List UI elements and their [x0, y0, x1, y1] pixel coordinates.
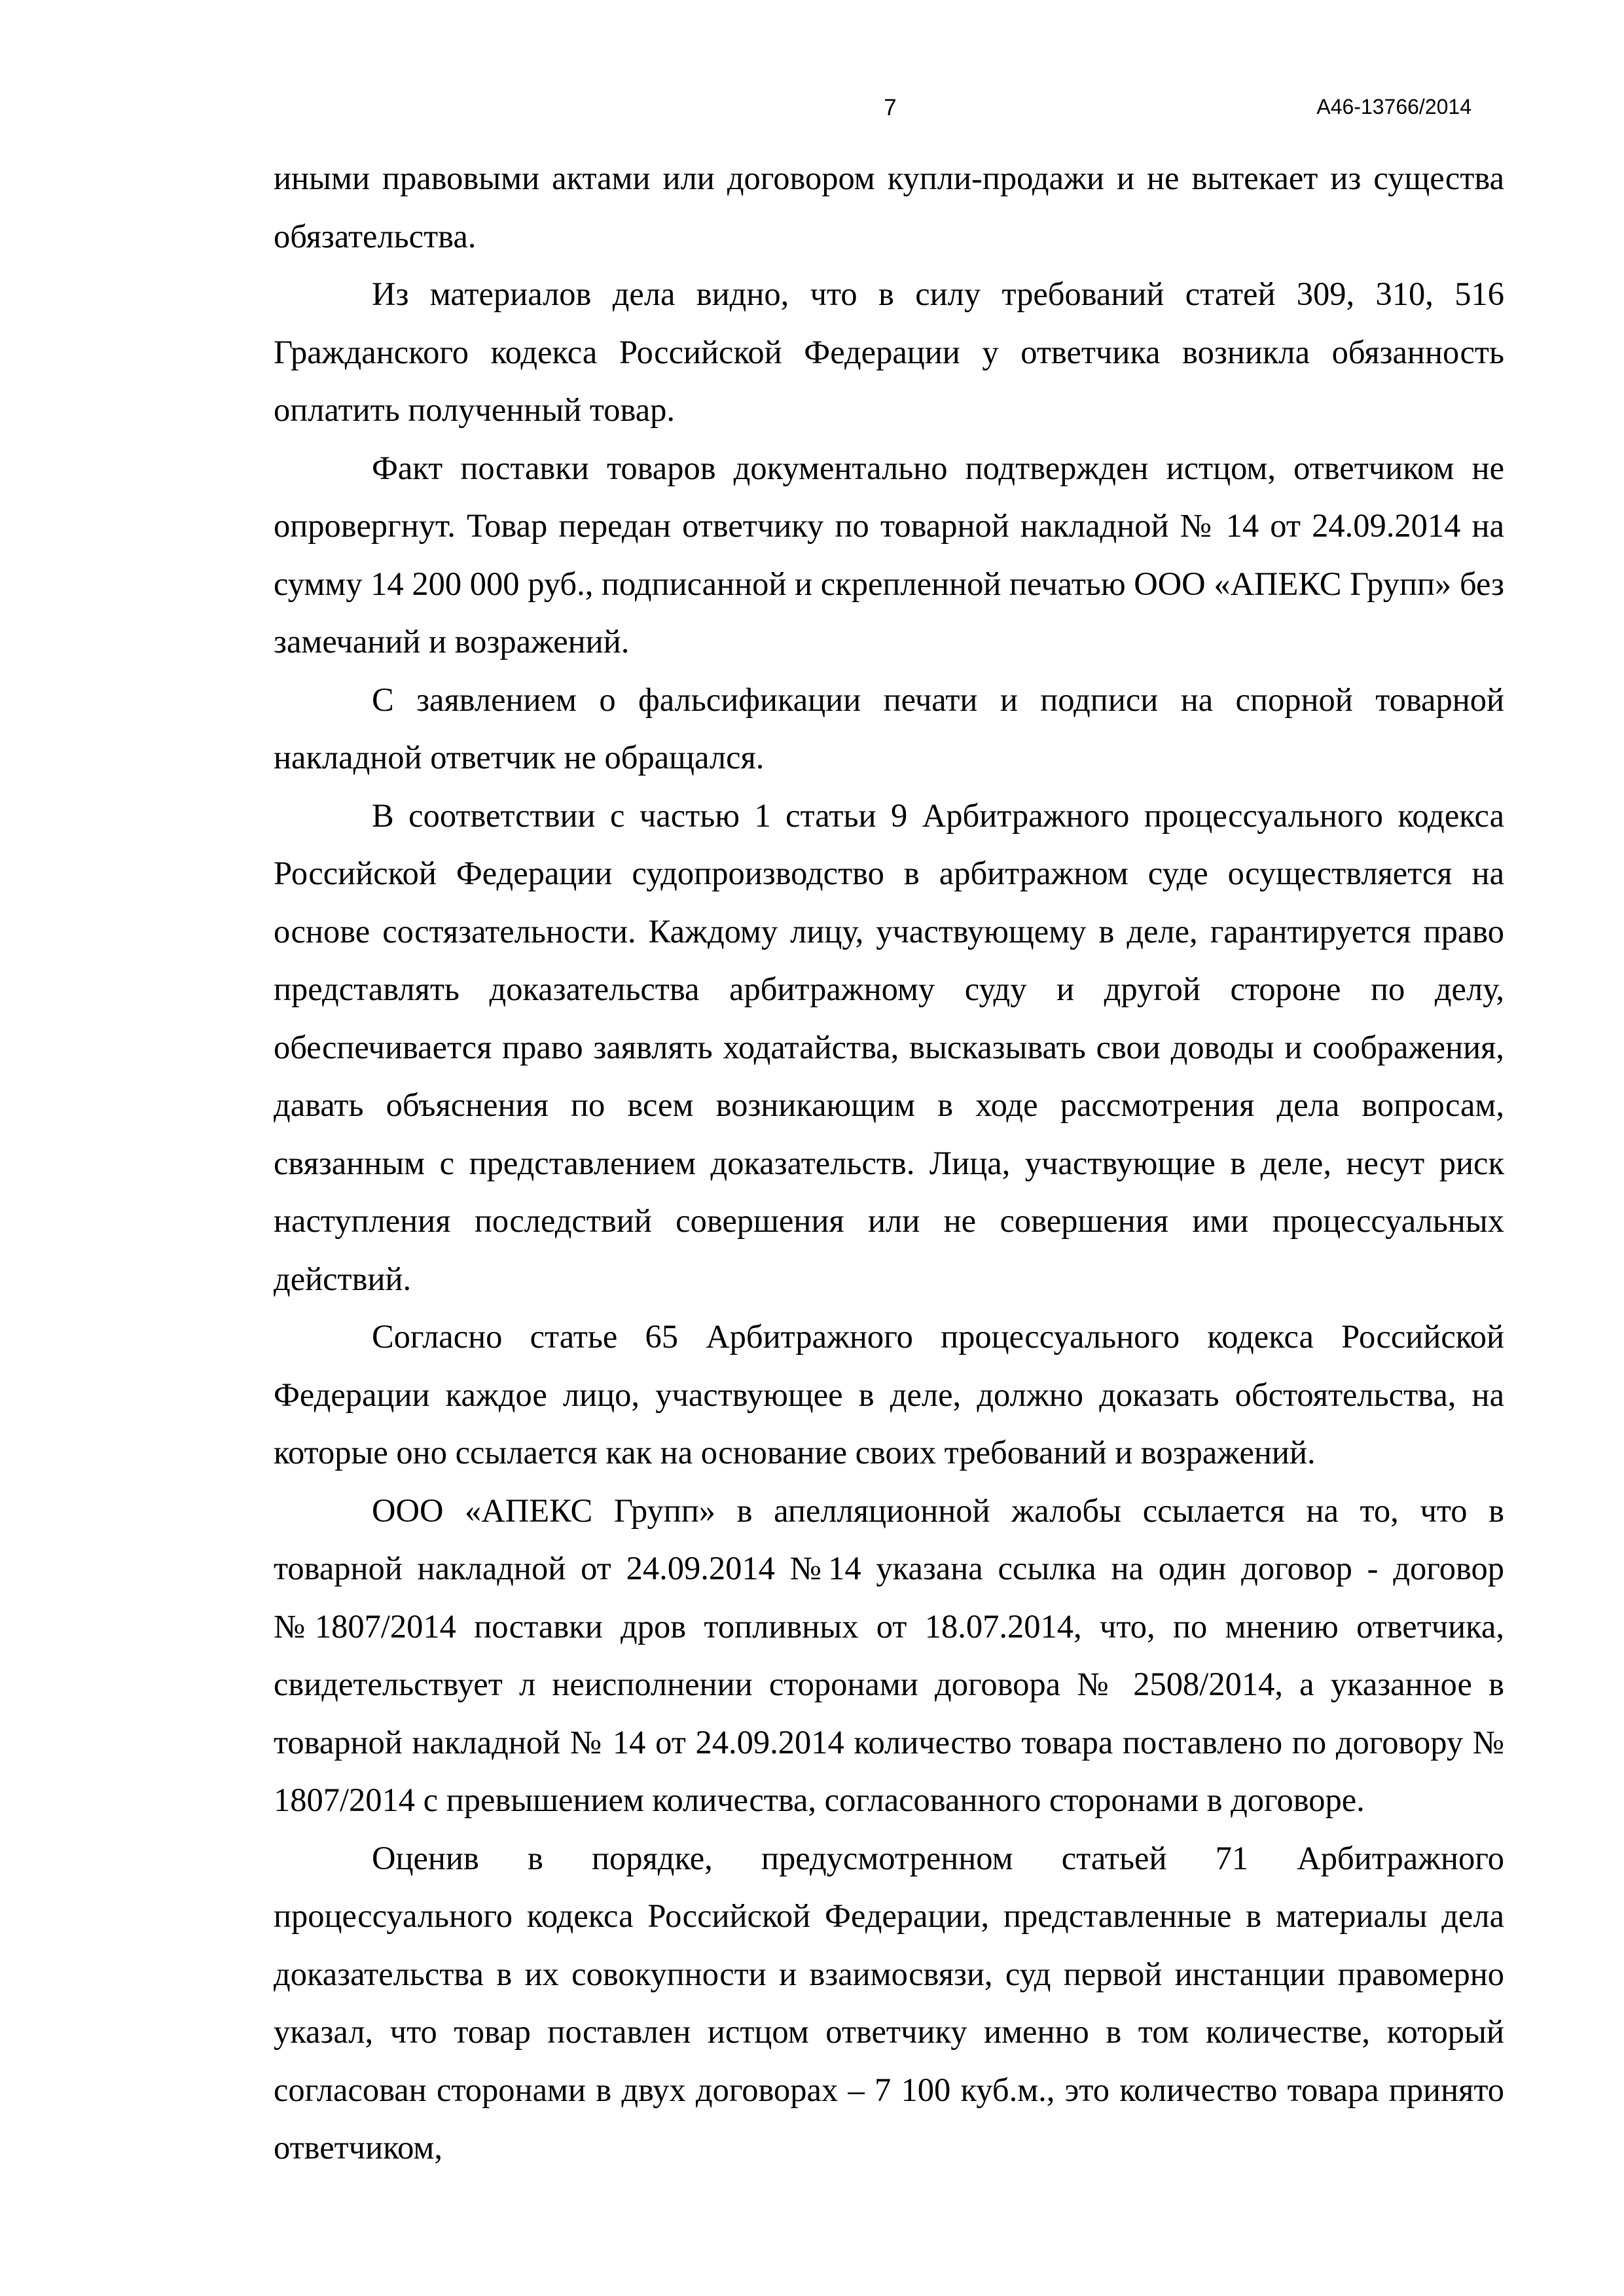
paragraph: Из материалов дела видно, что в силу требований статей 309, 310, 516 Гражданского кодекса Российской Федерации у ответчика возникла обязанность оплатить полученный товар. — [274, 276, 1504, 428]
document-body — [274, 149, 1504, 2177]
page-header — [0, 95, 1624, 134]
page-number: 7 — [884, 95, 897, 120]
paragraph-continuation: иными правовыми актами или договором купли-продажи и не вытекает из существа обязательства. — [274, 160, 1504, 255]
paragraph: Факт поставки товаров документально подтвержден истцом, ответчиком не опровергнут. Товар передан ответчику по товарной накладной № 14 от 24.09.2014 на сумму 14 200 000 руб., подписанной и скрепленной печатью ООО «АПЕКС Групп» без замечаний и возражений. — [274, 449, 1504, 660]
paragraph: С заявлением о фальсификации печати и подписи на спорной товарной накладной ответчик не обращался. — [274, 681, 1504, 776]
paragraph: ООО «АПЕКС Групп» в апелляционной жалобы ссылается на то, что в товарной накладной от 24.09.2014 №14 указана ссылка на один договор - договор №1807/2014 поставки дров топливных от 18.07.2014, что, по мнению ответчика, свидетельствует л неисполнении сторонами договора № 2508/2014, а указанное в товарной накладной № 14 от 24.09.2014 количество товара поставлено по договору № 1807/2014 с превышением количества, согласованного сторонами в договоре. — [274, 1492, 1504, 1818]
paragraph: В соответствии с частью 1 статьи 9 Арбитражного процессуального кодекса Российской Федерации судопроизводство в арбитражном суде осуществляется на основе состязательности. Каждому лицу, участвующему в деле, гарантируется право представлять доказательства арбитражному суду и другой стороне по делу, обеспечивается право заявлять ходатайства, высказывать свои доводы и соображения, давать объяснения по всем возникающим в ходе рассмотрения дела вопросам, связанным с представлением доказательств. Лица, участвующие в деле, несут риск наступления последствий совершения или не совершения ими процессуальных действий. — [274, 797, 1504, 1297]
case-number: А46-13766/2014 — [1316, 95, 1471, 118]
paragraph: Согласно статье 65 Арбитражного процессуального кодекса Российской Федерации каждое лицо, участвующее в деле, должно доказать обстоятельства, на которые оно ссылается как на основание своих требований и возражений. — [274, 1318, 1504, 1471]
paragraph: Оценив в порядке, предусмотренном статьей 71 Арбитражного процессуального кодекса Российской Федерации, представленные в материалы дела доказательства в их совокупности и взаимосвязи, суд первой инстанции правомерно указал, что товар поставлен истцом ответчику именно в том количестве, который согласован сторонами в двух договорах – 7 100 куб.м., это количество товара принято ответчиком, — [274, 1839, 1504, 2166]
